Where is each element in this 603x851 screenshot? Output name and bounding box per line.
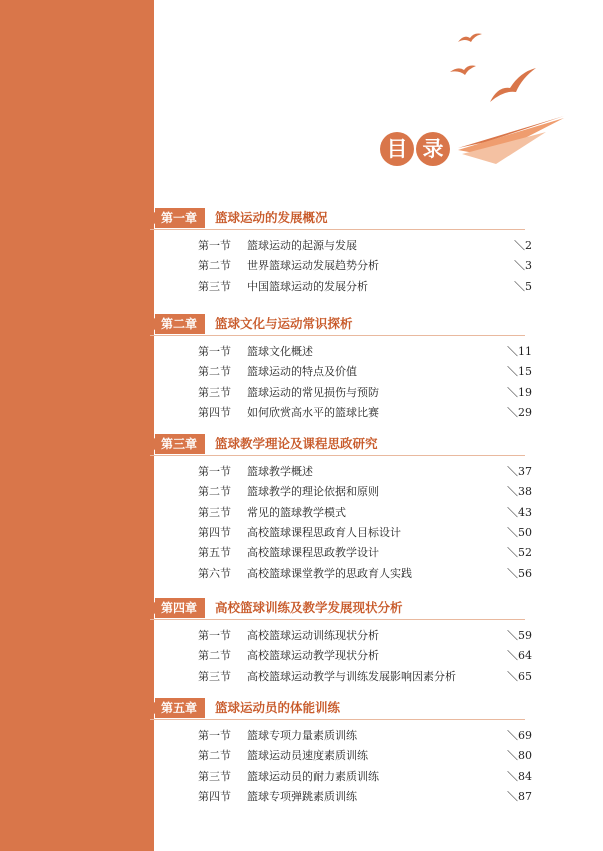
toc-entry[interactable] xyxy=(198,462,534,482)
chapter-label: 第一章 xyxy=(155,208,205,228)
section-title: 篮球专项力量素质训练 xyxy=(247,729,357,742)
chapter-divider xyxy=(150,335,525,336)
page-number: ＼29 xyxy=(507,405,532,419)
section-number: 第三节 xyxy=(198,385,231,399)
toc-entry[interactable] xyxy=(198,342,534,362)
section-number: 第一节 xyxy=(198,729,231,742)
chapter-heading[interactable] xyxy=(146,208,328,228)
toc-entry[interactable] xyxy=(198,746,534,766)
section-title: 篮球运动的常见损伤与预防 xyxy=(247,385,379,399)
section-title: 篮球教学概述 xyxy=(247,465,313,478)
section-title: 篮球运动员速度素质训练 xyxy=(247,749,368,763)
title-char-1: 目 xyxy=(380,132,414,166)
toc-entry[interactable] xyxy=(198,726,534,746)
section-number: 第三节 xyxy=(198,769,231,783)
section-number: 第三节 xyxy=(198,669,231,683)
chapter-divider xyxy=(150,619,525,620)
page-number: ＼64 xyxy=(507,649,532,663)
page-number: ＼84 xyxy=(507,769,532,783)
chapter-heading[interactable] xyxy=(146,598,403,618)
page-number: ＼65 xyxy=(507,669,532,683)
chapter-divider xyxy=(150,455,525,456)
section-title: 常见的篮球教学模式 xyxy=(247,505,346,519)
section-number: 第一节 xyxy=(198,239,231,252)
page-number: ＼50 xyxy=(507,525,532,539)
page-number: ＼38 xyxy=(507,485,532,499)
section-number: 第一节 xyxy=(198,629,231,642)
toc-entry[interactable] xyxy=(198,787,534,807)
toc-entry[interactable] xyxy=(198,646,534,666)
page-number: ＼56 xyxy=(507,566,532,580)
chapter-label: 第五章 xyxy=(155,698,205,718)
chapter-marker-icon xyxy=(146,212,155,224)
chapter-title: 篮球文化与运动常识探析 xyxy=(215,316,353,331)
chapter-divider xyxy=(150,229,525,230)
section-number: 第二节 xyxy=(198,749,231,763)
section-number: 第二节 xyxy=(198,649,231,663)
toc-entry[interactable] xyxy=(198,503,534,523)
chapter-marker-icon xyxy=(146,318,155,330)
section-title: 篮球文化概述 xyxy=(247,345,313,358)
page-number: ＼15 xyxy=(507,365,532,379)
toc-entry[interactable] xyxy=(198,277,534,297)
section-number: 第三节 xyxy=(198,505,231,519)
chapter-heading[interactable] xyxy=(146,434,378,454)
section-title: 篮球运动的起源与发展 xyxy=(247,239,357,252)
page-number: ＼80 xyxy=(507,749,532,763)
chapter-marker-icon xyxy=(146,702,155,714)
toc-entry[interactable] xyxy=(198,626,534,646)
page-number: ＼5 xyxy=(514,279,532,293)
page-number: ＼87 xyxy=(507,789,532,803)
toc-entry[interactable] xyxy=(198,362,534,382)
paper-plane-icon xyxy=(456,112,566,172)
seagulls-icon xyxy=(440,28,550,108)
chapter-title: 篮球教学理论及课程思政研究 xyxy=(215,436,378,451)
section-title: 篮球专项弹跳素质训练 xyxy=(247,789,357,803)
section-title: 高校篮球课程思政教学设计 xyxy=(247,546,379,560)
chapter-label: 第二章 xyxy=(155,314,205,334)
section-title: 高校篮球课程思政育人目标设计 xyxy=(247,525,401,539)
section-title: 篮球运动员的耐力素质训练 xyxy=(247,769,379,783)
section-number: 第一节 xyxy=(198,345,231,358)
chapter-marker-icon xyxy=(146,438,155,450)
page-number: ＼43 xyxy=(507,505,532,519)
title-char-2: 录 xyxy=(416,132,450,166)
page-number: ＼19 xyxy=(507,385,532,399)
page-number: ＼11 xyxy=(507,345,532,358)
chapter-label: 第三章 xyxy=(155,434,205,454)
toc-entry[interactable] xyxy=(198,256,534,276)
chapter-title: 高校篮球训练及教学发展现状分析 xyxy=(215,600,403,615)
section-number: 第六节 xyxy=(198,566,231,580)
chapter-marker-icon xyxy=(146,602,155,614)
section-title: 世界篮球运动发展趋势分析 xyxy=(247,259,379,273)
section-number: 第五节 xyxy=(198,546,231,560)
side-color-band xyxy=(0,0,154,851)
section-title: 中国篮球运动的发展分析 xyxy=(247,279,368,293)
section-title: 高校篮球课堂教学的思政育人实践 xyxy=(247,566,412,580)
section-title: 高校篮球运动教学现状分析 xyxy=(247,649,379,663)
section-number: 第四节 xyxy=(198,525,231,539)
toc-entry[interactable] xyxy=(198,236,534,256)
page-number: ＼3 xyxy=(514,259,532,273)
page-number: ＼69 xyxy=(507,729,532,742)
section-number: 第二节 xyxy=(198,259,231,273)
chapter-heading[interactable] xyxy=(146,314,353,334)
toc-entry[interactable] xyxy=(198,482,534,502)
page-number: ＼59 xyxy=(507,629,532,642)
section-number: 第二节 xyxy=(198,485,231,499)
page-number: ＼2 xyxy=(514,239,532,252)
section-title: 篮球运动的特点及价值 xyxy=(247,365,357,379)
chapter-heading[interactable] xyxy=(146,698,340,718)
section-number: 第二节 xyxy=(198,365,231,379)
page-number: ＼37 xyxy=(507,465,532,478)
toc-entry[interactable] xyxy=(198,543,534,563)
toc-entry[interactable] xyxy=(198,767,534,787)
chapter-divider xyxy=(150,719,525,720)
toc-entry[interactable] xyxy=(198,667,534,687)
page-number: ＼52 xyxy=(507,546,532,560)
toc-entry[interactable] xyxy=(198,523,534,543)
section-title: 高校篮球运动教学与训练发展影响因素分析 xyxy=(247,669,456,683)
toc-entry[interactable] xyxy=(198,564,534,584)
section-title: 高校篮球运动训练现状分析 xyxy=(247,629,379,642)
toc-entry[interactable] xyxy=(198,383,534,403)
section-title: 篮球教学的理论依据和原则 xyxy=(247,485,379,499)
section-number: 第三节 xyxy=(198,279,231,293)
toc-entry[interactable] xyxy=(198,403,534,423)
section-number: 第四节 xyxy=(198,789,231,803)
chapter-label: 第四章 xyxy=(155,598,205,618)
section-number: 第一节 xyxy=(198,465,231,478)
page-title xyxy=(378,112,578,172)
section-number: 第四节 xyxy=(198,405,231,419)
chapter-title: 篮球运动的发展概况 xyxy=(215,210,328,225)
section-title: 如何欣赏高水平的篮球比赛 xyxy=(247,405,379,419)
chapter-title: 篮球运动员的体能训练 xyxy=(215,700,341,715)
